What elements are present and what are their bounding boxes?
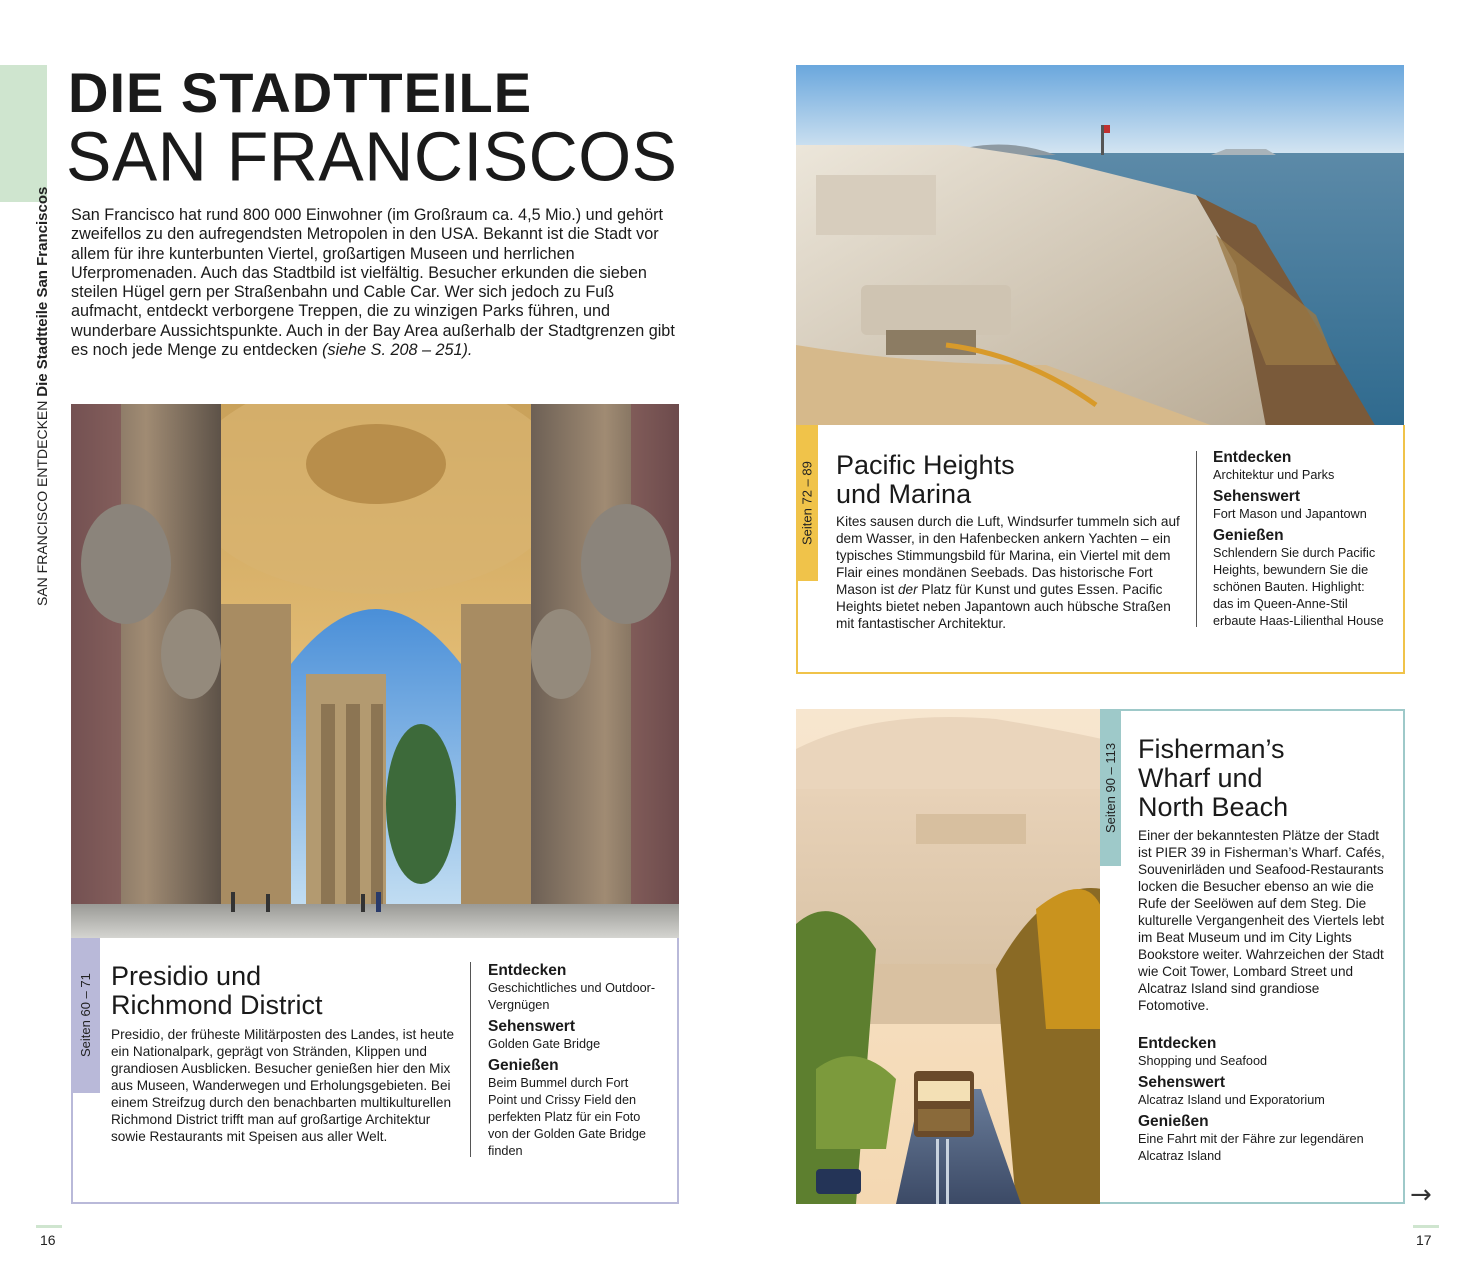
geniessen-text: Beim Bummel durch Fort Point und Crissy Field den perfekten Platz für ein Foto von der Golden Gate Bridge finden	[488, 1076, 646, 1158]
entdecken-heading: Entdecken	[1138, 1035, 1217, 1052]
section-highlights	[1213, 445, 1388, 630]
photo-cable-car-hill	[796, 709, 1102, 1204]
section-title-line2: Richmond District	[111, 990, 323, 1020]
page-title-line1: DIE STADTTEILE	[68, 61, 533, 124]
intro-paragraph	[71, 206, 681, 360]
description-emphasis: der	[897, 582, 918, 597]
running-head	[34, 187, 51, 606]
photo-palace-of-fine-arts	[71, 404, 679, 940]
entdecken-text: Geschichtliches und Outdoor-Vergnügen	[488, 981, 656, 1012]
section-title	[836, 451, 1015, 509]
section-title-line1: Presidio und	[111, 961, 262, 991]
pages-label: Seiten 72 – 89	[796, 425, 818, 581]
intro-page-ref: (siehe S. 208 – 251).	[322, 341, 473, 360]
geniessen-text: Eine Fahrt mit der Fähre zur legendären Alcatraz Island	[1138, 1132, 1364, 1163]
page-title-line2: SAN FRANCISCOS	[66, 118, 678, 196]
section-title-line1: Fisherman’s	[1138, 734, 1285, 764]
geniessen-heading: Genießen	[1213, 527, 1284, 544]
geniessen-heading: Genießen	[1138, 1113, 1209, 1130]
section-description: Presidio, der früheste Militärposten des Landes, ist heute ein Nationalpark, geprägt von Stränden, Klippen und grandiosen Ausblicken. Besucher genießen hier den Mix aus Museen, Wanderwegen und Erholungsgebieten. Bei einem Streifzug durch den benachbarten multikulturellen Richmond District trifft man auf großartige Architektur sowie Restaurants mit Speisen aus aller Welt.	[111, 1027, 455, 1144]
entdecken-heading: Entdecken	[1213, 449, 1292, 466]
section-highlights	[488, 958, 658, 1160]
section-title-line3: North Beach	[1138, 792, 1289, 822]
description-part1: Kites sausen durch die Luft, Windsurfer tummeln sich auf dem Wasser, in den Hafenbecken ankern Yachten – ein typisches Stimmungsbild für Marina, ein Viertel mit dem Flair eines mondänen Seebads. Das historische Fort Mason ist	[836, 514, 1180, 597]
section-box-fishermans-wharf	[1100, 709, 1405, 1204]
page-number-bar-left	[36, 1225, 62, 1228]
description-part2: Platz für Kunst und gutes Essen. Pacific Heights bietet neben Japantown auch hübsche Straßen mit fantastischer Architektur.	[836, 582, 1171, 631]
running-head-chapter: Die Stadtteile San Franciscos	[34, 186, 51, 397]
section-title-line2: und Marina	[836, 479, 972, 509]
section-title-line2: Wharf und	[1138, 763, 1263, 793]
section-box-presidio	[71, 938, 679, 1204]
photo-fort-mason-waterfront	[796, 65, 1404, 427]
section-description: Einer der bekanntesten Plätze der Stadt ist PIER 39 in Fisherman’s Wharf. Cafés, Souvenirläden und Seafood-Restaurants locken die Besucher ebenso an wie die Rufe der Seelöwen auf dem Steg. Die kulturelle Vergangenheit des Viertels lebt im Beat Museum und im City Lights Bookstore weiter. Wahrzeichen der Stadt wie Coit Tower, Lombard Street und Alcatraz Island sind grandiose Fotomotive.	[1138, 828, 1385, 1013]
section-title	[111, 962, 323, 1020]
section-box-pacific-heights	[796, 425, 1405, 674]
section-description	[836, 513, 1181, 632]
sehenswert-text: Alcatraz Island und Exporatorium	[1138, 1093, 1325, 1107]
sehenswert-text: Golden Gate Bridge	[488, 1037, 601, 1051]
next-page-arrow-icon[interactable]: →	[1410, 1180, 1432, 1210]
entdecken-text: Architektur und Parks	[1213, 468, 1335, 482]
pages-label: Seiten 60 – 71	[71, 938, 100, 1093]
chapter-color-tab	[0, 65, 47, 202]
geniessen-text: Schlendern Sie durch Pacific Heights, bewundern Sie die schönen Bauten. Highlight: das im Queen-Anne-Stil erbaute Haas-Lilienthal House	[1213, 546, 1384, 628]
column-divider	[1196, 451, 1197, 627]
sehenswert-text: Fort Mason und Japantown	[1213, 507, 1367, 521]
sehenswert-heading: Sehenswert	[488, 1018, 576, 1035]
sehenswert-heading: Sehenswert	[1138, 1074, 1226, 1091]
entdecken-text: Shopping und Seafood	[1138, 1054, 1268, 1068]
geniessen-heading: Genießen	[488, 1057, 559, 1074]
page-number-left: 16	[40, 1232, 56, 1248]
running-head-section: SAN FRANCISCO ENTDECKEN	[34, 400, 50, 606]
entdecken-heading: Entdecken	[488, 962, 567, 979]
section-highlights	[1138, 1031, 1398, 1165]
section-title-line1: Pacific Heights	[836, 450, 1015, 480]
pages-label: Seiten 90 – 113	[1100, 709, 1121, 866]
page-number-bar-right	[1413, 1225, 1439, 1228]
sehenswert-heading: Sehenswert	[1213, 488, 1301, 505]
column-divider	[470, 962, 471, 1157]
intro-text: San Francisco hat rund 800 000 Einwohner (im Großraum ca. 4,5 Mio.) und gehört zweifellos zu den aufregendsten Metropolen in den USA. Bekannt ist die Stadt vor allem für ihre kunterbunten Viertel, großartigen Museen und herrlichen Uferpromenaden. Auch das Stadtbild ist vielfältig. Besucher erkunden die sieben steilen Hügel gern per Straßenbahn und Cable Car. Wer sich jedoch zu Fuß aufmacht, entdeckt verborgene Treppen, die zu winzigen Parks führen, und wunderbare Aussichtspunkte. Auch in der Bay Area außerhalb der Stadtgrenzen gibt es noch jede Menge zu entdecken	[71, 206, 675, 360]
page-number-right: 17	[1416, 1232, 1432, 1248]
section-title	[1138, 735, 1288, 822]
